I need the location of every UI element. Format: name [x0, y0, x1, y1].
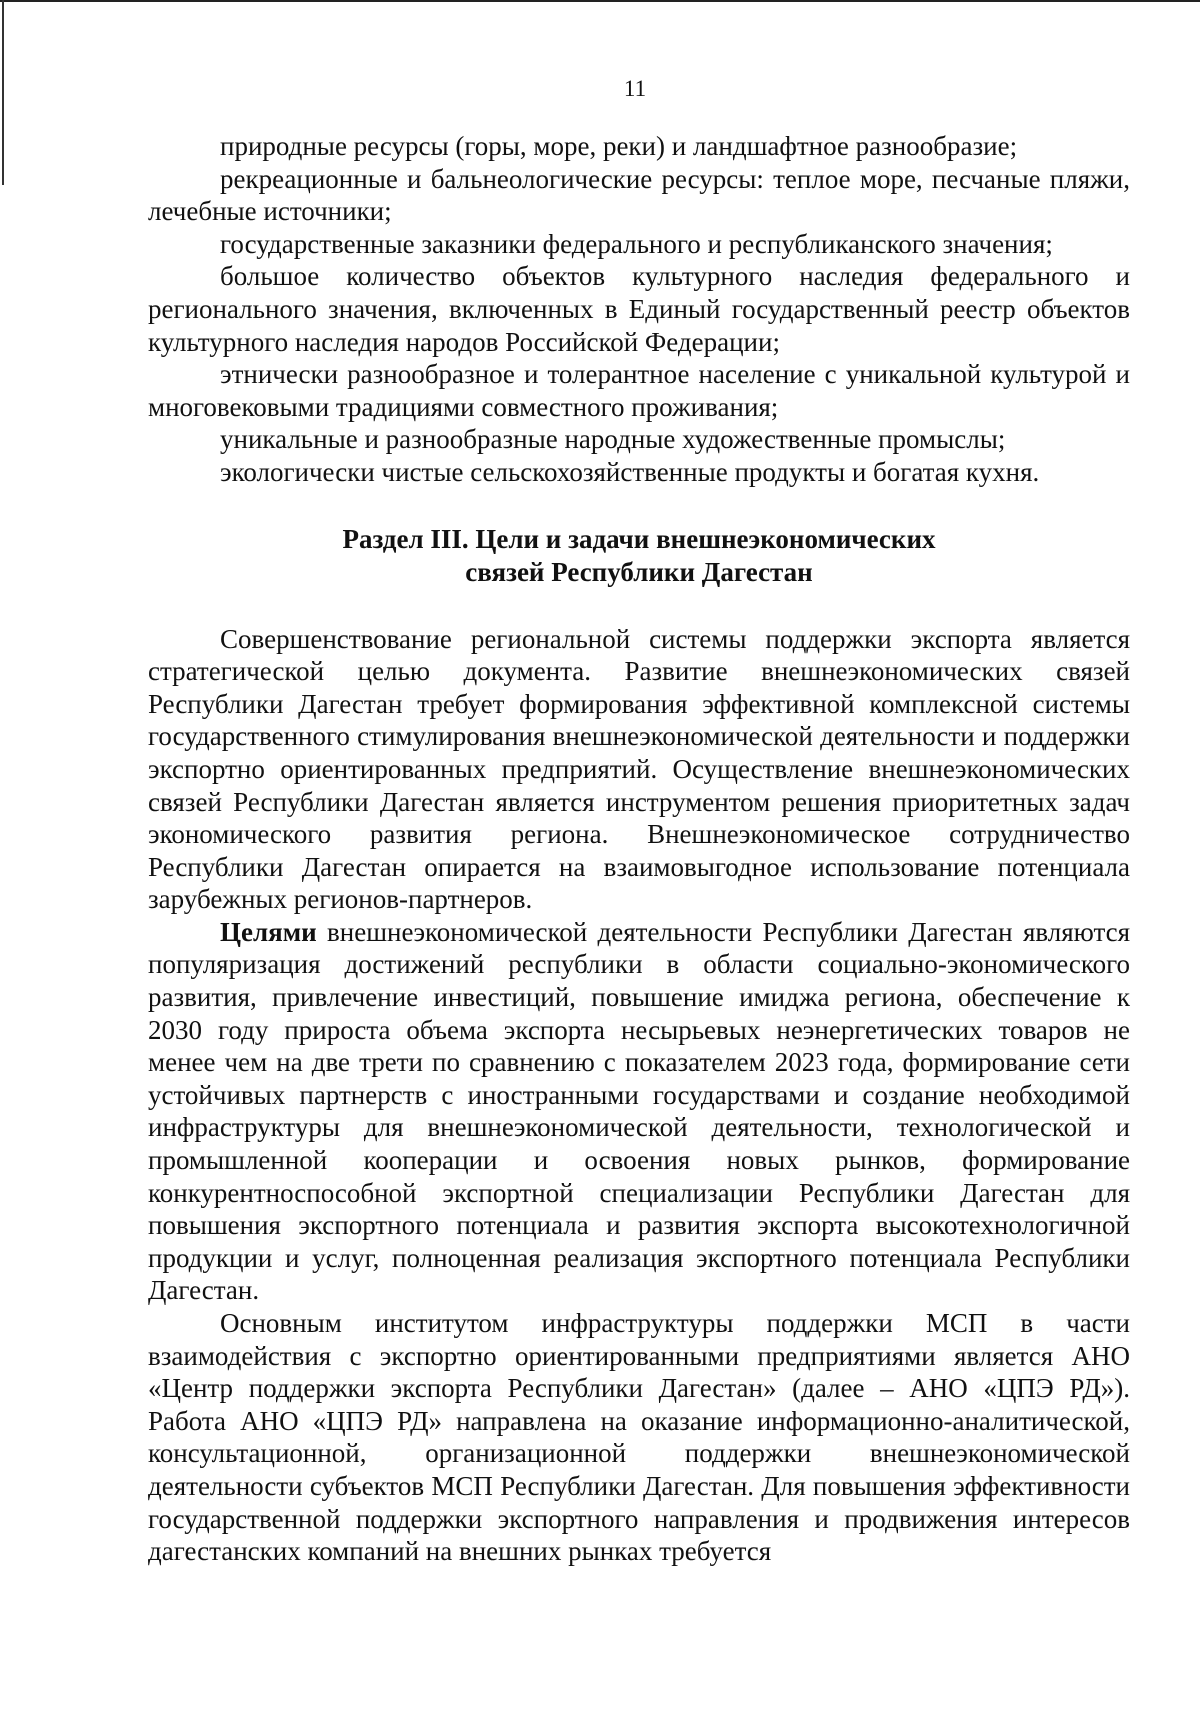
paragraph-goals: [148, 916, 1130, 1307]
document-body: [148, 130, 1130, 1568]
list-item: этнически разнообразное и толерантное население с уникальной культурой и многовековыми традициями совместного проживания;: [148, 359, 1130, 422]
page-number: 11: [623, 76, 647, 101]
paragraph-strategy: Совершенствование региональной системы поддержки экспорта является стратегической целью документа. Развитие внешнеэкономических связей Республики Дагестан требует формирования эффективной комплексной системы государственного стимулирования внешнеэкономической деятельности и поддержки экспортно ориентированных предприятий. Осуществление внешнеэкономических связей Республики Дагестан является инструментом решения приоритетных задач экономического развития региона. Внешнеэкономическое сотрудничество Республики Дагестан опирается на взаимовыгодное использование потенциала зарубежных регионов-партнеров.: [148, 623, 1130, 915]
section-heading-line-2: связей Республики Дагестан: [465, 556, 813, 587]
scan-border-top: [0, 0, 1200, 2]
section-heading-line-1: Раздел III. Цели и задачи внешнеэкономических: [342, 523, 936, 554]
section-heading: [148, 523, 1130, 589]
list-item: природные ресурсы (горы, море, реки) и ландшафтное разнообразие;: [220, 131, 1018, 161]
list-item: большое количество объектов культурного наследия федерального и регионального значения, включенных в Единый государственный реестр объектов культурного наследия народов Российской Федерации;: [148, 261, 1130, 357]
goals-keyword: Целями: [220, 916, 317, 947]
list-item: уникальные и разнообразные народные художественные промыслы;: [220, 424, 1006, 455]
list-item: экологически чистые сельскохозяйственные продукты и богатая кухня.: [220, 456, 1040, 487]
list-item: рекреационные и бальнеологические ресурсы: теплое море, песчаные пляжи, лечебные источники;: [148, 163, 1130, 227]
paragraph-export-center: Основным институтом инфраструктуры поддержки МСП в части взаимодействия с экспортно ориентированными предприятиями является АНО «Центр поддержки экспорта Республики Дагестан» (далее – АНО «ЦПЭ РД»). Работа АНО «ЦПЭ РД» направлена на оказание информационно-аналитической, консультационной, организационной поддержки внешнеэкономической деятельности субъектов МСП Республики Дагестан. Для повышения эффективности государственной поддержки экспортного направления и продвижения интересов дагестанских компаний на внешних рынках требуется: [148, 1308, 1130, 1567]
list-item: государственные заказники федерального и республиканского значения;: [220, 228, 1053, 259]
goals-text: внешнеэкономической деятельности Республики Дагестан являются популяризация достижений республики в области социально-экономического развития, привлечение инвестиций, повышение имиджа региона, обеспечение к 2030 году прироста объема экспорта несырьевых неэнергетических товаров не менее чем на две трети по сравнению с показателем 2023 года, формирование сети устойчивых партнерств с иностранными государствами и создание необходимой инфраструктуры для внешнеэкономической деятельности, технологической и промышленной кооперации и освоения новых рынков, формирование конкурентноспособной экспортной специализации Республики Дагестан для повышения экспортного потенциала и развития экспорта высокотехнологичной продукции и услуг, полноценная реализация экспортного потенциала Республики Дагестан.: [148, 916, 1130, 1306]
